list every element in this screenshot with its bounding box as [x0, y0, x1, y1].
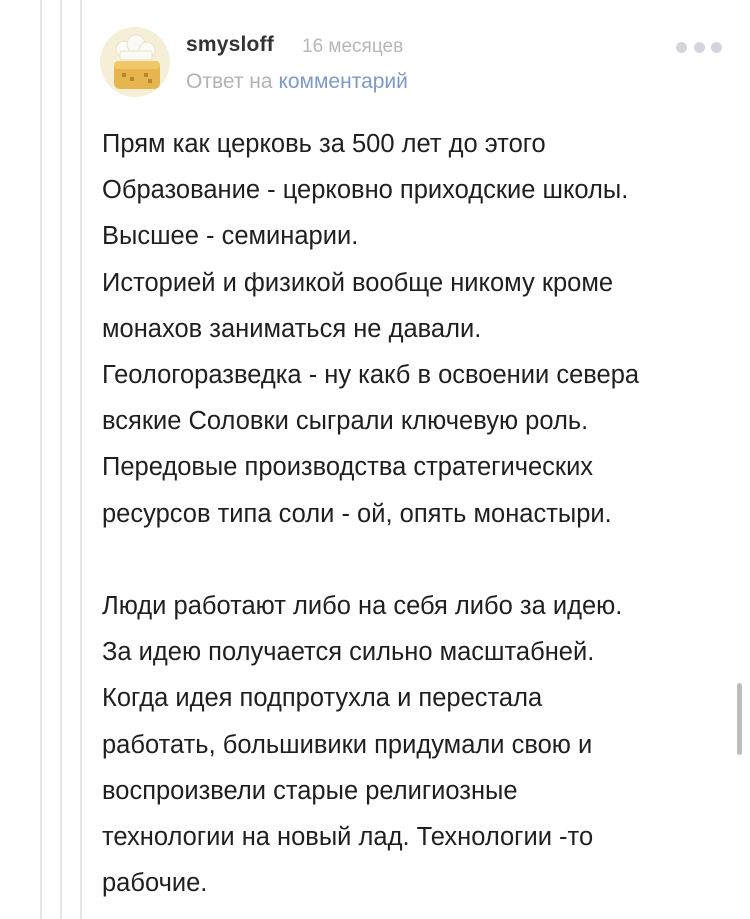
comment-line: Когда идея подпротухла и перестала	[102, 684, 543, 713]
dot	[694, 42, 705, 53]
comment-line: Высшее - семинарии.	[102, 222, 359, 251]
chef-hat-avatar-icon	[100, 27, 170, 97]
dot	[711, 42, 722, 53]
comment-line: Прям как церковь за 500 лет до этого	[102, 130, 546, 158]
dot	[676, 42, 687, 53]
comment-body	[102, 121, 742, 906]
comment-line: Историей и физикой вообще никому кроме	[102, 268, 614, 297]
comment-line: Передовые производства стратегических	[102, 453, 594, 482]
comment-line: Люди работают либо на себя либо за идею.	[102, 592, 623, 621]
thread-line	[40, 0, 42, 919]
comment-line: рабочие.	[102, 869, 208, 898]
thread-line	[60, 0, 62, 919]
comment-line: Геологоразведка - ну какб в освоении севера	[102, 361, 640, 390]
comment-line: технологии на новый лад. Технологии -то	[102, 823, 594, 852]
comment-line: всякие Соловки сыграли ключевую роль.	[102, 407, 589, 436]
comment-line: монахов заниматься не давали.	[102, 314, 482, 343]
comment-line: ресурсов типа соли - ой, опять монастыри.	[102, 499, 612, 528]
username[interactable]: smysloff	[186, 33, 274, 56]
comment-line: воспроизвели старые религиозные	[102, 776, 518, 805]
reply-info	[186, 70, 408, 94]
comment-line: работать, большивики придумали свою и	[102, 730, 593, 759]
more-dots-icon[interactable]	[676, 40, 722, 54]
comment-time: 16 месяцев	[302, 36, 404, 57]
avatar[interactable]	[100, 27, 170, 97]
thread-line	[80, 0, 82, 919]
scrollbar[interactable]	[737, 683, 742, 755]
reply-link[interactable]: комментарий	[278, 70, 408, 93]
comment-line: Образование - церковно приходские школы.	[102, 176, 629, 205]
reply-prefix: Ответ на	[186, 70, 273, 93]
comment-line: За идею получается сильно масштабней.	[102, 638, 595, 667]
comment-line	[102, 537, 742, 583]
